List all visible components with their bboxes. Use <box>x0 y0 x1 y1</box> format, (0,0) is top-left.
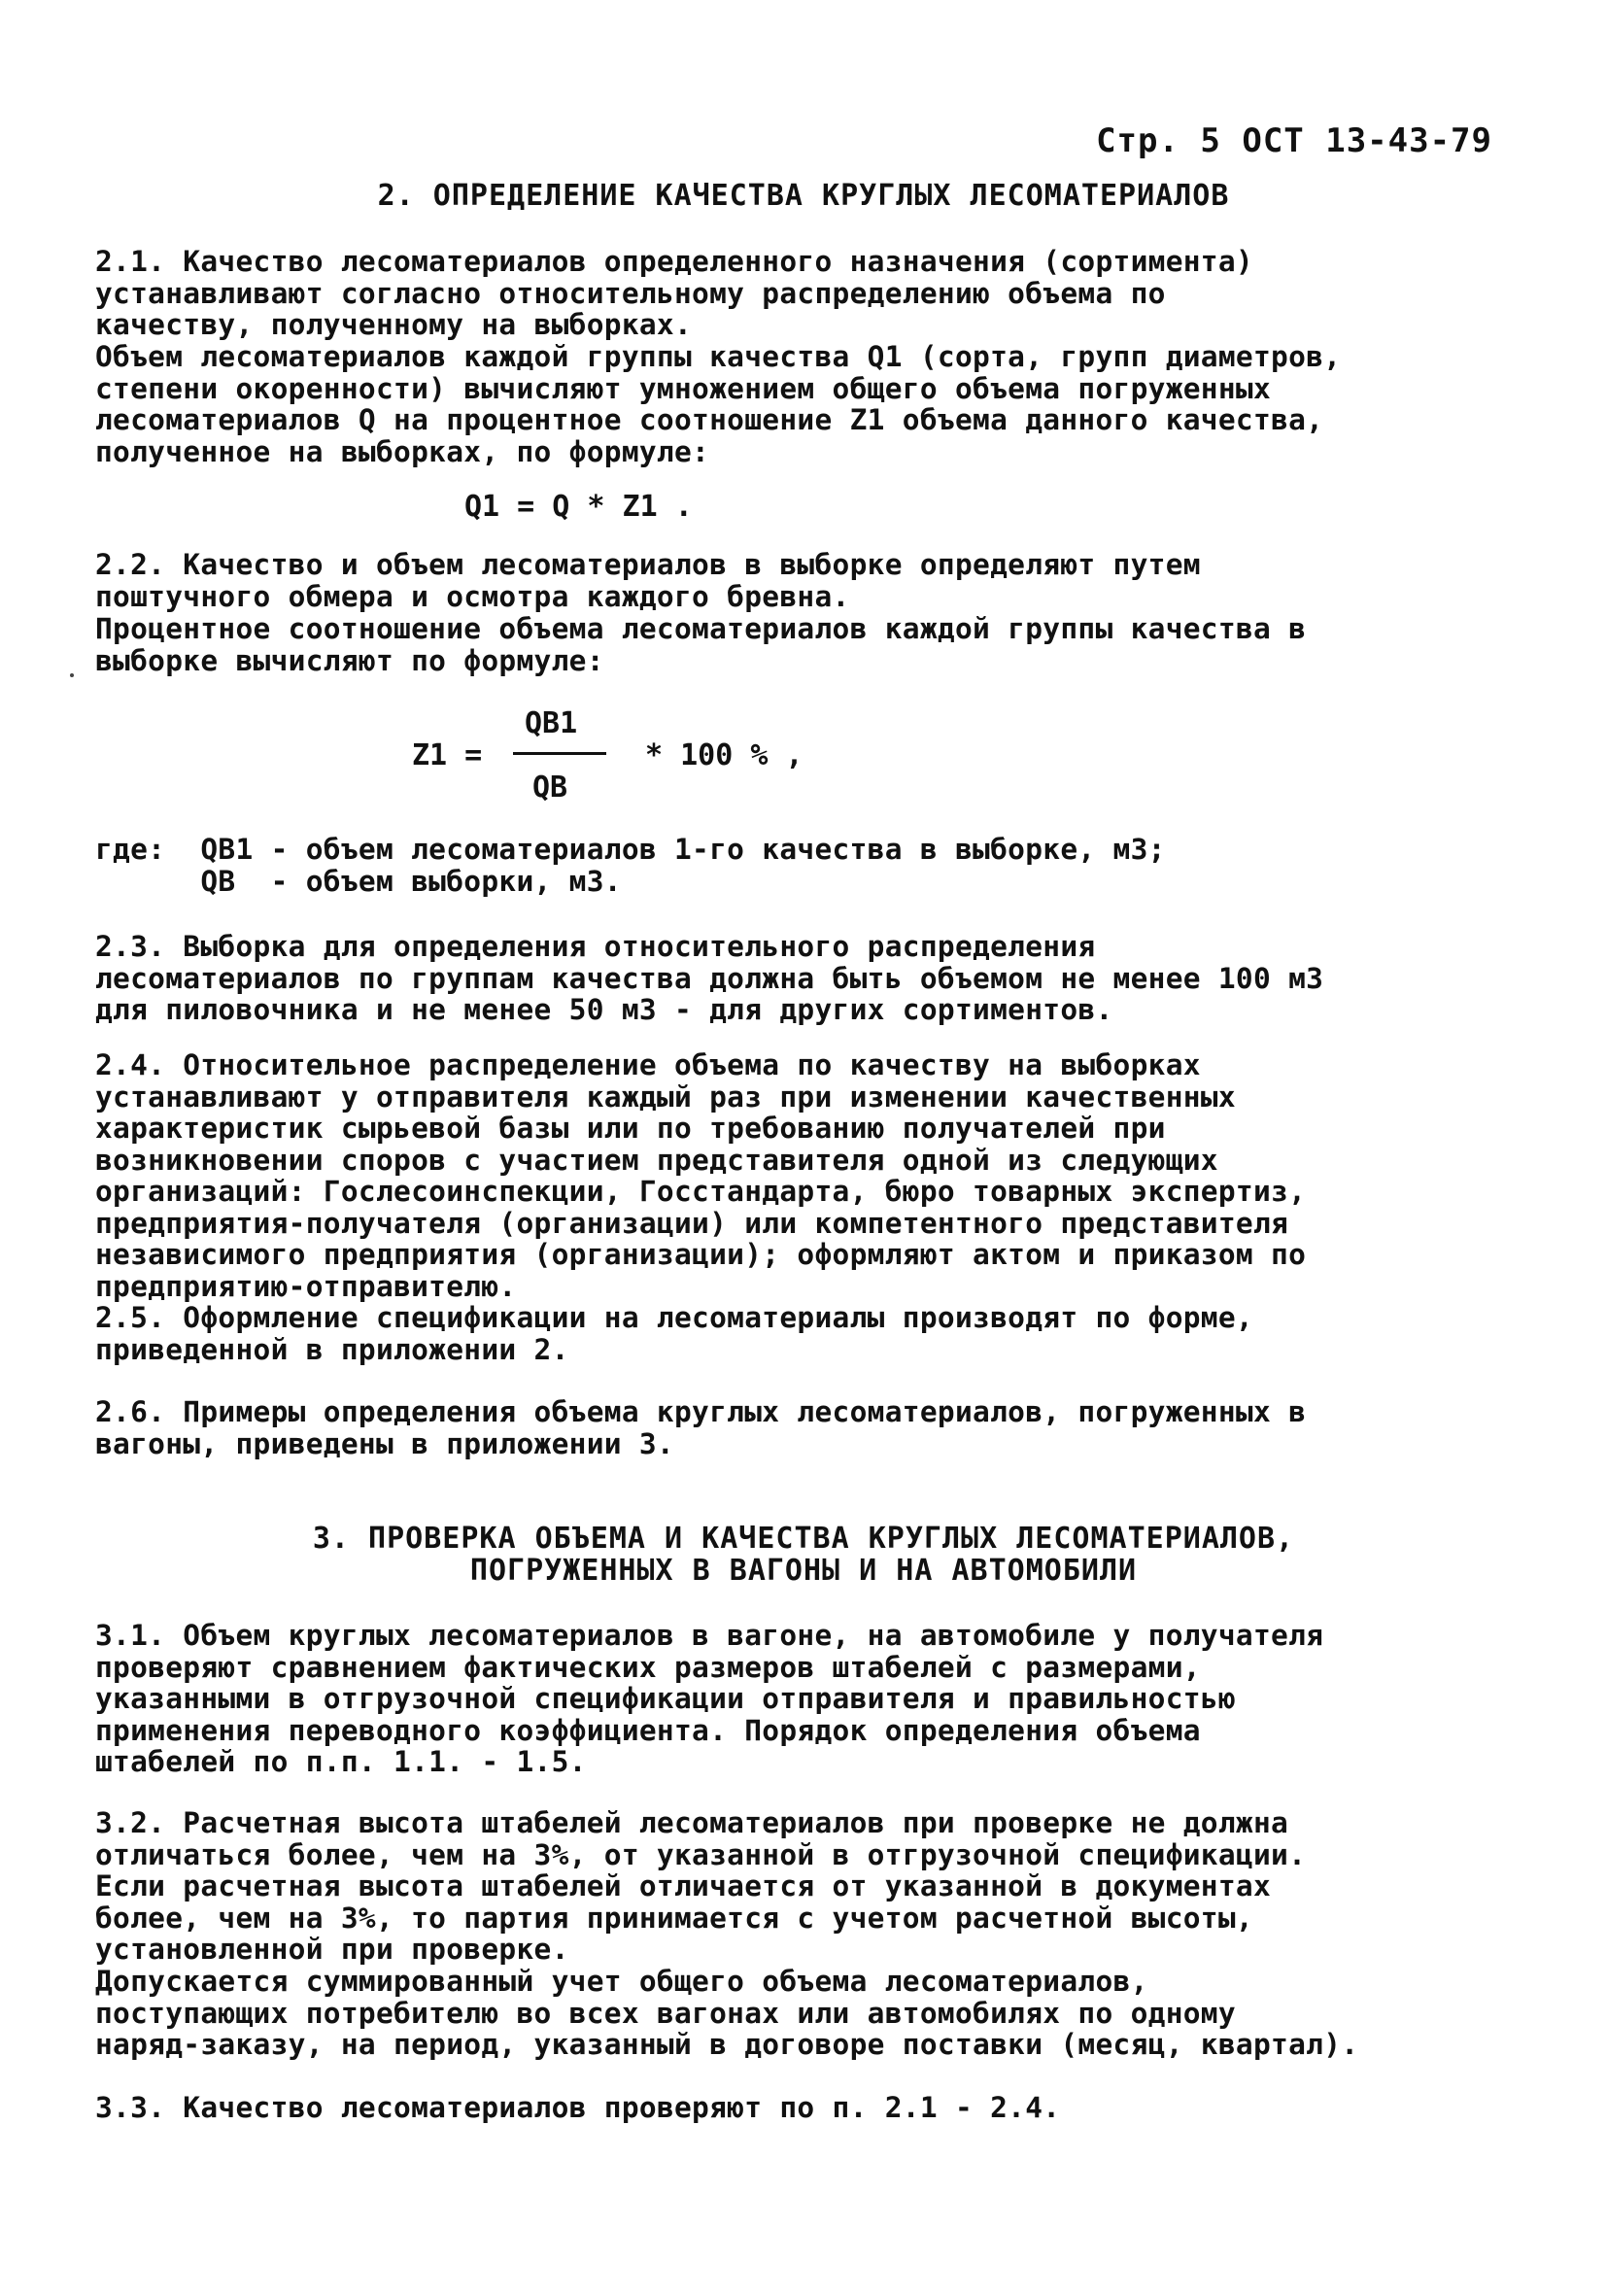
paragraph-2-5: 2.5. Оформление спецификации на лесоматериалы производят по форме, приведенной в приложении 2. <box>95 1301 1253 1366</box>
margin-dot <box>70 673 74 677</box>
formula-z1-numerator: QB1 <box>525 706 578 740</box>
formula-z1-denominator: QB <box>532 771 568 805</box>
paragraph-3-2-continued: Допускается суммированный учет общего объема лесоматериалов, поступающих потребителю во всех вагонах или автомобилях по одному наряд-заказу, на период, указанный в договоре поставки (месяц, квартал). <box>95 1965 1359 2061</box>
paragraph-2-3: 2.3. Выборка для определения относительного распределения лесоматериалов по группам качества должна быть объемом не менее 100 м3 для пиловочника и не менее 50 м3 - для других сортиментов. <box>95 930 1324 1026</box>
paragraph-2-2: 2.2. Качество и объем лесоматериалов в выборке определяют путем поштучного обмера и осмотра каждого бревна. <box>95 548 1201 613</box>
formula-z1-rhs: * 100 % , <box>645 738 804 772</box>
page-header: Стр. 5 ОСТ 13-43-79 <box>1096 121 1492 160</box>
paragraph-3-3: 3.3. Качество лесоматериалов проверяют по п. 2.1 - 2.4. <box>95 2091 1061 2124</box>
section-3-title-line-1: 3. ПРОВЕРКА ОБЪЕМА И КАЧЕСТВА КРУГЛЫХ ЛЕСОМАТЕРИАЛОВ, <box>312 1522 1295 1556</box>
paragraph-3-2: 3.2. Расчетная высота штабелей лесоматериалов при проверке не должна отличаться более, чем на 3%, от указанной в отгрузочной спецификации. Если расчетная высота штабелей отличается от указанной в документах более, чем на 3%, то партия принимается с учетом расчетной высоты, установленной при проверке. <box>95 1806 1307 1966</box>
formula-legend: где: QB1 - объем лесоматериалов 1-го качества в выборке, м3; QB - объем выборки, м3. <box>95 833 1166 898</box>
formula-z1-lhs: Z1 = <box>412 738 483 772</box>
paragraph-2-4: 2.4. Относительное распределение объема по качеству на выборках устанавливают у отправителя каждый раз при изменении качественных характеристик сырьевой базы или по требованию получателей при возникновении споров с участием представителя одной из следующих организаций: Гослесоинспекции, Госстандарта, бюро товарных экспертиз, предприятия-получателя (организации) или компетентного представителя независимого предприятия (организации); оформляют актом и приказом по предприятию-отправителю. <box>95 1048 1307 1303</box>
fraction-bar <box>513 752 606 755</box>
paragraph-2-6: 2.6. Примеры определения объема круглых лесоматериалов, погруженных в вагоны, приведены в приложении 3. <box>95 1395 1307 1460</box>
paragraph-2-1: 2.1. Качество лесоматериалов определенного назначения (сортимента) устанавливают согласно относительному распределению объема по качеству, полученному на выборках. <box>95 245 1253 341</box>
paragraph-2-1-continued: Объем лесоматериалов каждой группы качества Q1 (сорта, групп диаметров, степени окоренности) вычисляют умножением общего объема погруженных лесоматериалов Q на процентное соотношение Z1 объема данного качества, полученное на выборках, по формуле: <box>95 340 1342 468</box>
paragraph-3-1: 3.1. Объем круглых лесоматериалов в вагоне, на автомобиле у получателя проверяют сравнением фактических размеров штабелей с размерами, указанными в отгрузочной спецификации отправителя и правильностью применения переводного коэффициента. Порядок определения объема штабелей по п.п. 1.1. - 1.5. <box>95 1619 1324 1778</box>
paragraph-2-2-continued: Процентное соотношение объема лесоматериалов каждой группы качества в выборке вычисляют по формуле: <box>95 612 1307 677</box>
section-2-title: 2. ОПРЕДЕЛЕНИЕ КАЧЕСТВА КРУГЛЫХ ЛЕСОМАТЕРИАЛОВ <box>377 179 1230 213</box>
section-3-title-line-2: ПОГРУЖЕННЫХ В ВАГОНЫ И НА АВТОМОБИЛИ <box>469 1554 1138 1588</box>
formula-q1: Q1 = Q * Z1 . <box>464 490 693 524</box>
